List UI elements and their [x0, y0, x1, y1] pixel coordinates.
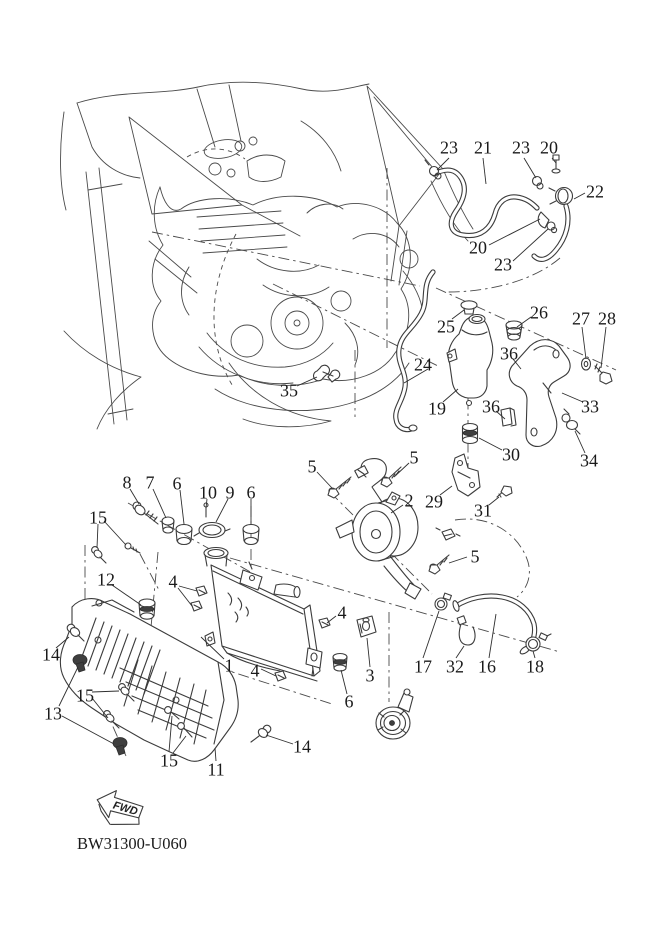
leader-line-15 [104, 521, 126, 545]
screw-20-a [552, 155, 560, 173]
callout-23: 23 [440, 137, 458, 158]
bolt-8 [133, 502, 158, 524]
fwd-arrow [92, 786, 147, 832]
leader-line-30 [479, 438, 502, 450]
wire-holder-32 [457, 616, 475, 645]
horn [376, 689, 413, 739]
bolt-14-b [251, 725, 271, 742]
callout-13: 13 [44, 703, 62, 724]
grommet-26 [506, 321, 522, 340]
callout-6: 6 [246, 482, 256, 503]
callout-18: 18 [526, 656, 544, 677]
leader-line-23 [524, 158, 536, 178]
callout-22: 22 [586, 181, 604, 202]
callout-11: 11 [207, 759, 225, 780]
leader-line-9 [216, 499, 228, 522]
callout-5: 5 [307, 456, 317, 477]
callout-36: 36 [482, 396, 500, 417]
hose-clamp-23-b [533, 177, 544, 190]
callout-36: 36 [500, 343, 518, 364]
hose-clamp-23-c [547, 222, 557, 233]
leader-line-28 [601, 327, 606, 368]
leader-line-21 [483, 158, 486, 184]
callout-23: 23 [494, 254, 512, 275]
callout-20: 20 [540, 137, 558, 158]
screw-31 [497, 486, 512, 497]
callout-1: 1 [224, 655, 234, 676]
callout-25: 25 [437, 316, 455, 337]
radiator-cap-9 [194, 523, 230, 538]
callout-29: 29 [425, 491, 443, 512]
callout-35: 35 [280, 380, 298, 401]
fan-bolt-5-b [380, 467, 401, 487]
leader-line-5 [449, 557, 467, 563]
leader-line-16 [489, 614, 496, 658]
callout-15: 15 [160, 750, 178, 771]
callout-4: 4 [337, 602, 347, 623]
radiator-hose-16 [452, 596, 535, 655]
reservoir-cap-25 [461, 301, 477, 314]
callout-31: 31 [474, 500, 492, 521]
callout-15: 15 [89, 507, 107, 528]
radiator-1 [204, 548, 322, 682]
callout-6: 6 [344, 691, 354, 712]
callout-9: 9 [225, 482, 235, 503]
leader-line-5 [394, 463, 409, 477]
leader-line-3 [367, 638, 370, 667]
callout-20: 20 [469, 237, 487, 258]
callout-6: 6 [172, 473, 182, 494]
leader-line-20 [489, 219, 540, 245]
callout-16: 16 [478, 656, 496, 677]
callout-34: 34 [580, 450, 598, 471]
leader-line-15 [97, 524, 98, 548]
washer-27 [582, 358, 591, 370]
part-number-text: BW31300-U060 [77, 834, 187, 853]
callout-4: 4 [250, 660, 260, 681]
grommet-30 [463, 424, 478, 444]
callout-4: 4 [168, 571, 178, 592]
leader-line-5 [317, 472, 332, 488]
bolt-34 [562, 409, 580, 434]
stay-bracket-29 [452, 454, 480, 496]
fwd-arrow-label: FWD [111, 799, 139, 819]
leader-line-4 [178, 588, 192, 606]
callout-12: 12 [97, 569, 115, 590]
side-cover-11 [60, 599, 238, 762]
clip-4-a1 [196, 586, 207, 596]
reservoir-bracket-33 [509, 340, 570, 447]
callout-28: 28 [598, 308, 616, 329]
leader-line-4 [179, 586, 197, 591]
leader-line-7 [153, 489, 166, 518]
callout-23: 23 [512, 137, 530, 158]
clip-4-b [319, 618, 330, 628]
hose-clamp-17 [435, 593, 451, 610]
callout-33: 33 [581, 396, 599, 417]
leader-line-4 [327, 616, 336, 623]
callout-3: 3 [365, 665, 375, 686]
callout-24: 24 [414, 354, 432, 375]
callout-5: 5 [409, 447, 419, 468]
callout-7: 7 [145, 472, 155, 493]
grommet-12 [139, 599, 155, 619]
collar-7 [162, 517, 174, 533]
leader-line-17 [423, 611, 439, 658]
callout-27: 27 [572, 308, 590, 329]
grommet-6-c [333, 654, 347, 672]
leader-line-27 [582, 327, 586, 359]
clip-4-a2 [191, 601, 202, 611]
callout-17: 17 [414, 656, 432, 677]
leader-line-22 [574, 193, 585, 199]
grommet-6-a [176, 525, 192, 545]
callout-26: 26 [530, 302, 548, 323]
screw-15-2 [125, 543, 140, 553]
callout-21: 21 [474, 137, 492, 158]
plug-13-b [113, 738, 127, 756]
callout-5: 5 [470, 546, 480, 567]
fan-bolt-5-c [428, 555, 449, 574]
callout-14: 14 [42, 644, 60, 665]
fan-bolt-5-a [327, 477, 351, 498]
callout-8: 8 [122, 472, 132, 493]
leader-line-13 [62, 716, 114, 744]
callout-30: 30 [502, 444, 520, 465]
callout-14: 14 [293, 736, 311, 757]
screw-15-1 [92, 547, 106, 563]
callout-10: 10 [199, 482, 217, 503]
bolt-28 [595, 364, 612, 384]
callout-19: 19 [428, 398, 446, 419]
callout-15: 15 [76, 685, 94, 706]
leader-line-6 [180, 490, 184, 524]
clip-nut [436, 528, 460, 540]
engine-frame-sketch [61, 82, 474, 429]
leader-line-23 [513, 229, 548, 261]
callout-32: 32 [446, 656, 464, 677]
callout-2: 2 [404, 490, 414, 511]
leader-line-33 [562, 393, 583, 402]
bracket-3 [357, 616, 376, 637]
clip-4-c [275, 671, 286, 681]
leader-line-14 [266, 735, 293, 744]
